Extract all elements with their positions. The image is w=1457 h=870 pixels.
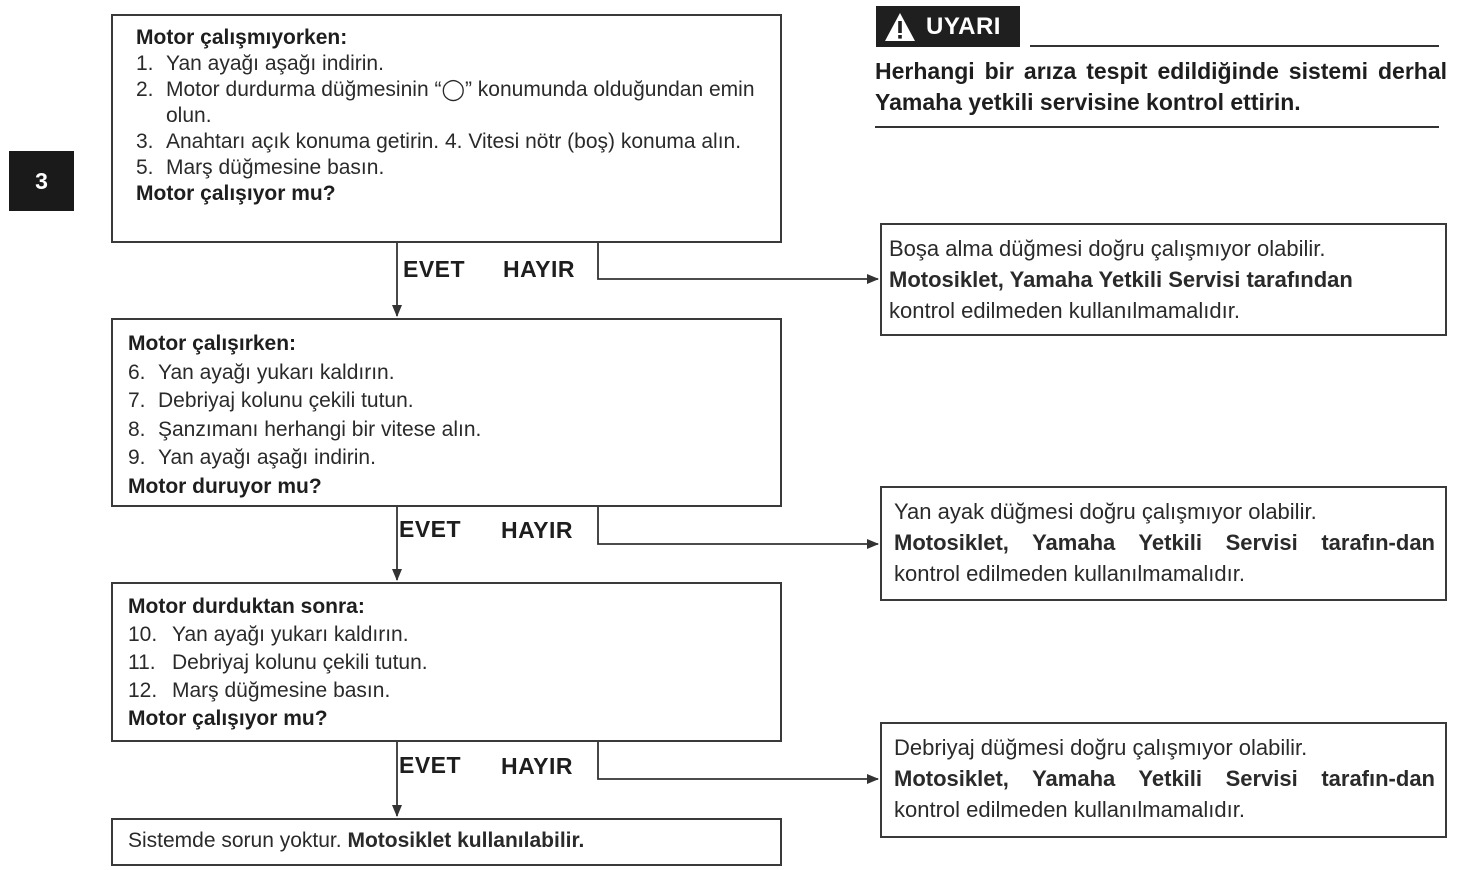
no-label: HAYIR: [501, 753, 573, 779]
step-number: 7.: [128, 389, 146, 412]
step-number: 11.: [128, 651, 156, 674]
fault-line-bold: Motosiklet, Yamaha Yetkili Servisi tarafından: [889, 267, 1353, 292]
fault-line: Debriyaj düğmesi doğru çalışmıyor olabilir.: [894, 735, 1308, 760]
step-number: 12.: [128, 679, 158, 702]
no-arrow: [598, 243, 878, 279]
step-text: Yan ayağı aşağı indirin.: [158, 446, 376, 469]
fault-line: kontrol edilmeden kullanılmamalıdır.: [894, 797, 1245, 822]
step-number: 1.: [136, 52, 154, 75]
step-number: 5.: [136, 156, 154, 179]
step-heading: Motor çalışırken:: [128, 332, 297, 355]
fault-line: Yan ayak düğmesi doğru çalışmıyor olabilir.: [894, 499, 1317, 524]
no-arrow: [598, 742, 878, 779]
no-label: HAYIR: [503, 256, 575, 282]
step-number: 6.: [128, 360, 146, 384]
step-heading: Motor durduktan sonra:: [128, 595, 365, 618]
step-text: Yan ayağı aşağı indirin.: [166, 52, 384, 75]
step-text: Yan ayağı yukarı kaldırın.: [158, 360, 395, 384]
fault-line: kontrol edilmeden kullanılmamalıdır.: [889, 298, 1240, 323]
yes-label: EVET: [403, 256, 466, 282]
step-number: 10.: [128, 623, 158, 646]
step-text-after: ” konumunda olduğundan emin olun.: [166, 78, 755, 127]
fault-line-bold: Motosiklet, Yamaha Yetkili Servisi tarafın-dan: [894, 766, 1435, 791]
step-text: Anahtarı açık konuma getirin. 4. Vitesi nötr (boş) konuma alın.: [166, 130, 742, 153]
no-arrow: [598, 507, 878, 544]
step-number: 9.: [128, 446, 146, 469]
fault-line: Boşa alma düğmesi doğru çalışmıyor olabilir.: [889, 236, 1326, 261]
fault-line-bold: Motosiklet, Yamaha Yetkili Servisi tarafın-dan: [894, 530, 1435, 555]
step-text: Debriyaj kolunu çekili tutun.: [172, 651, 428, 674]
step-number: 3.: [136, 130, 154, 153]
warning-label: UYARI: [926, 12, 1001, 40]
step-text: Debriyaj kolunu çekili tutun.: [158, 389, 414, 412]
step-question: Motor çalışıyor mu?: [136, 182, 336, 205]
step-text: Şanzımanı herhangi bir vitese alın.: [158, 417, 482, 441]
result-text-bold: Motosiklet kullanılabilir.: [347, 829, 585, 852]
no-label: HAYIR: [501, 517, 573, 543]
warning-text: Herhangi bir arıza tespit edildiğinde sistemi derhal Yamaha yetkili servisine kontrol ettirin.: [875, 58, 1447, 115]
step-text: Marş düğmesine basın.: [172, 679, 391, 702]
step-heading: Motor çalışmıyorken:: [136, 26, 348, 49]
step-text: Yan ayağı yukarı kaldırın.: [172, 623, 409, 646]
switch-off-symbol-icon: ◯: [441, 78, 465, 101]
step-number: 2.: [136, 78, 154, 101]
step-number: 8.: [128, 417, 146, 441]
step-text-before: Motor durdurma düğmesinin “: [166, 78, 442, 101]
page-number-tab: 3: [9, 151, 74, 211]
result-text: Sistemde sorun yoktur.: [128, 829, 342, 852]
step-text: Marş düğmesine basın.: [166, 156, 385, 179]
yes-label: EVET: [399, 516, 462, 542]
yes-label: EVET: [399, 752, 462, 778]
step-question: Motor çalışıyor mu?: [128, 707, 328, 730]
step-question: Motor duruyor mu?: [128, 474, 322, 498]
fault-line: kontrol edilmeden kullanılmamalıdır.: [894, 561, 1245, 586]
